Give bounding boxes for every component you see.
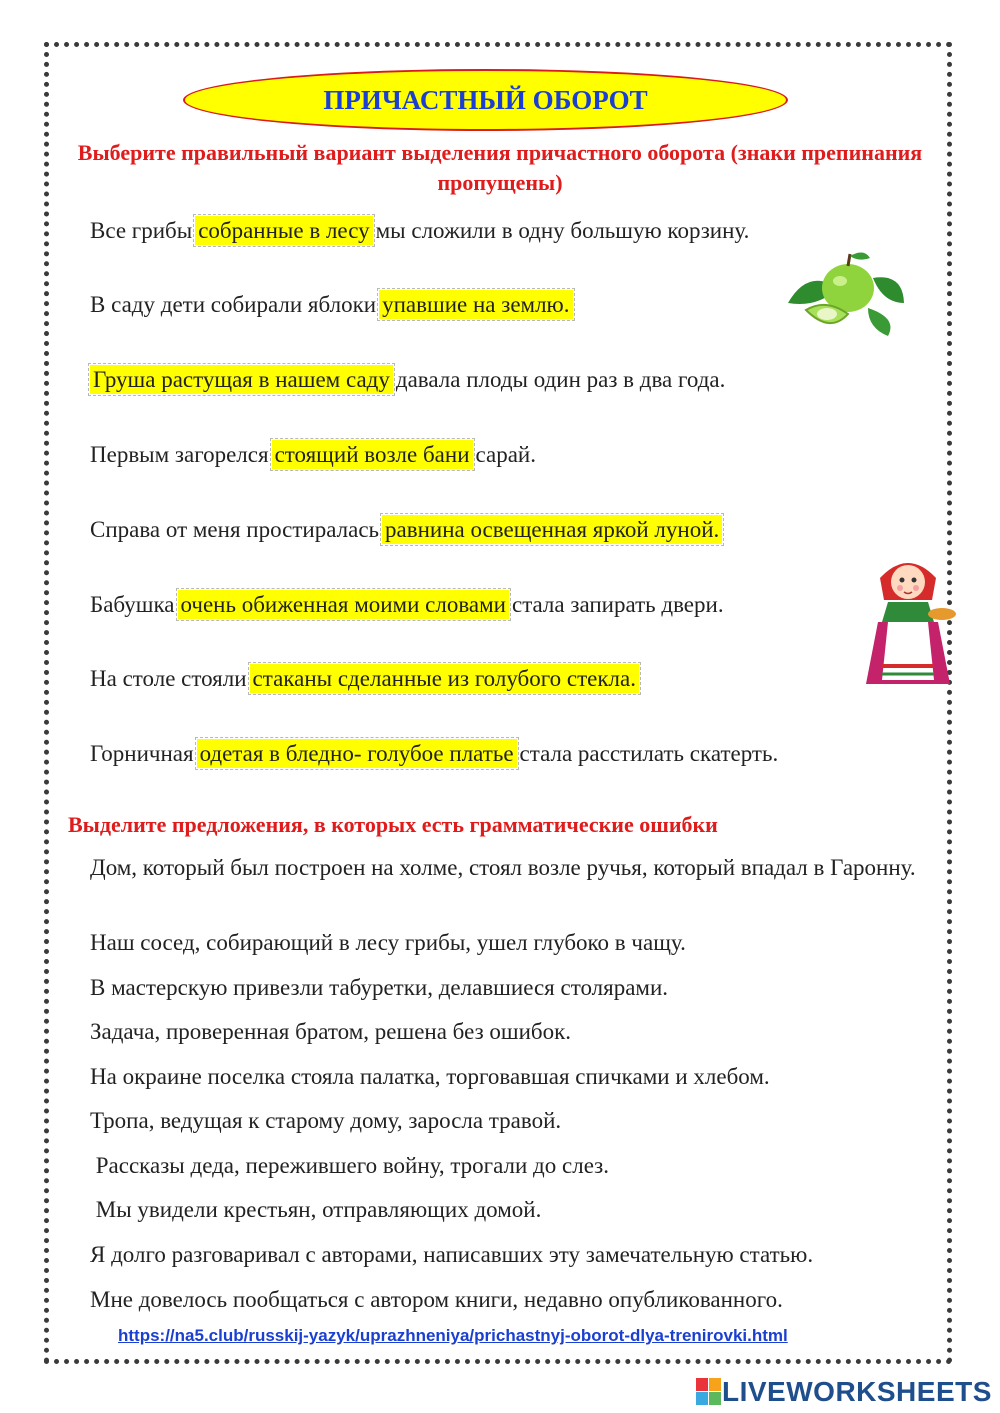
sentence-text: На столе стояли bbox=[90, 666, 247, 691]
task1-sentence bbox=[90, 513, 725, 547]
sentence-text: мы сложили в одну большую корзину. bbox=[375, 218, 750, 243]
sentence-text: Первым загорелся bbox=[90, 442, 269, 467]
task1-sentence bbox=[90, 288, 576, 322]
sentence-text: Горничная bbox=[90, 741, 194, 766]
doll-grandmother-image bbox=[858, 548, 958, 690]
participle-phrase-option[interactable]: упавшие на землю. bbox=[379, 290, 572, 319]
participle-phrase-option[interactable]: стоящий возле бани bbox=[272, 440, 473, 469]
sentence-text: сарай. bbox=[475, 442, 536, 467]
participle-phrase-option[interactable]: стаканы сделанные из голубого стекла. bbox=[250, 664, 639, 693]
participle-phrase-option[interactable]: очень обиженная моими словами bbox=[178, 590, 509, 619]
sentence-text: Бабушка bbox=[90, 592, 175, 617]
page-title: ПРИЧАСТНЫЙ ОБОРОТ bbox=[323, 84, 648, 115]
task1-sentence bbox=[90, 214, 749, 248]
green-apple-image bbox=[778, 248, 908, 338]
participle-phrase-option[interactable]: одетая в бледно- голубое платье bbox=[197, 739, 517, 768]
task2-sentence-option[interactable]: Наш сосед, собирающий в лесу грибы, ушел глубоко в чащу. bbox=[90, 930, 686, 955]
task1-sentence bbox=[90, 662, 642, 696]
brand-wordmark: LIVEWORKSHEETS bbox=[722, 1376, 992, 1407]
source-link[interactable]: https://na5.club/russkij-yazyk/uprazhneniya/prichastnyj-oborot-dlya-trenirovki.html bbox=[118, 1326, 788, 1345]
task2-sentence-option[interactable]: Задача, проверенная братом, решена без ошибок. bbox=[90, 1019, 572, 1044]
sentence-text: стала расстилать скатерть. bbox=[519, 741, 779, 766]
task2-sentence-option[interactable]: Рассказы деда, пережившего войну, трогали до слез. bbox=[90, 1153, 610, 1178]
task2-sentence-option[interactable]: Тропа, ведущая к старому дому, заросла травой. bbox=[90, 1108, 562, 1133]
task1-sentence bbox=[90, 363, 725, 397]
liveworksheets-brand bbox=[696, 1376, 992, 1408]
task2-sentence-option[interactable]: Мне довелось пообщаться с автором книги, недавно опубликованного. bbox=[90, 1287, 783, 1312]
task1-sentence bbox=[90, 737, 778, 771]
participle-phrase-option[interactable]: равнина освещенная яркой луной. bbox=[382, 515, 722, 544]
task1-instruction: Выберите правильный вариант выделения причастного оборота (знаки препинания пропущены) bbox=[77, 140, 923, 195]
task2-sentence-option[interactable]: Мы увидели крестьян, отправляющих домой. bbox=[90, 1197, 542, 1222]
participle-phrase-option[interactable]: собранные в лесу bbox=[195, 216, 372, 245]
task2-sentence-option[interactable]: На окраине поселка стояла палатка, торговавшая спичками и хлебом. bbox=[90, 1064, 770, 1089]
sentence-text: стала запирать двери. bbox=[511, 592, 724, 617]
task2-sentence-option[interactable]: Дом, который был построен на холме, стоял возле ручья, который впадал в Гаронну. bbox=[90, 855, 916, 880]
sentence-text: давала плоды один раз в два года. bbox=[395, 367, 726, 392]
participle-phrase-option[interactable]: Груша растущая в нашем саду bbox=[90, 365, 393, 394]
task2-instruction: Выделите предложения, в которых есть грамматические ошибки bbox=[68, 812, 718, 837]
sentence-text: Справа от меня простиралась bbox=[90, 517, 380, 542]
task2-sentence-option[interactable]: В мастерскую привезли табуретки, делавшиеся столярами. bbox=[90, 975, 669, 1000]
liveworksheets-logo-icon bbox=[696, 1378, 722, 1406]
task2-sentence-option[interactable]: Я долго разговаривал с авторами, написавших эту замечательную статью. bbox=[90, 1242, 814, 1267]
sentence-text: Все грибы bbox=[90, 218, 193, 243]
sentence-text: В саду дети собирали яблоки bbox=[90, 292, 377, 317]
title-banner bbox=[183, 69, 788, 131]
task1-sentence bbox=[90, 438, 536, 472]
task1-sentence bbox=[90, 588, 724, 622]
